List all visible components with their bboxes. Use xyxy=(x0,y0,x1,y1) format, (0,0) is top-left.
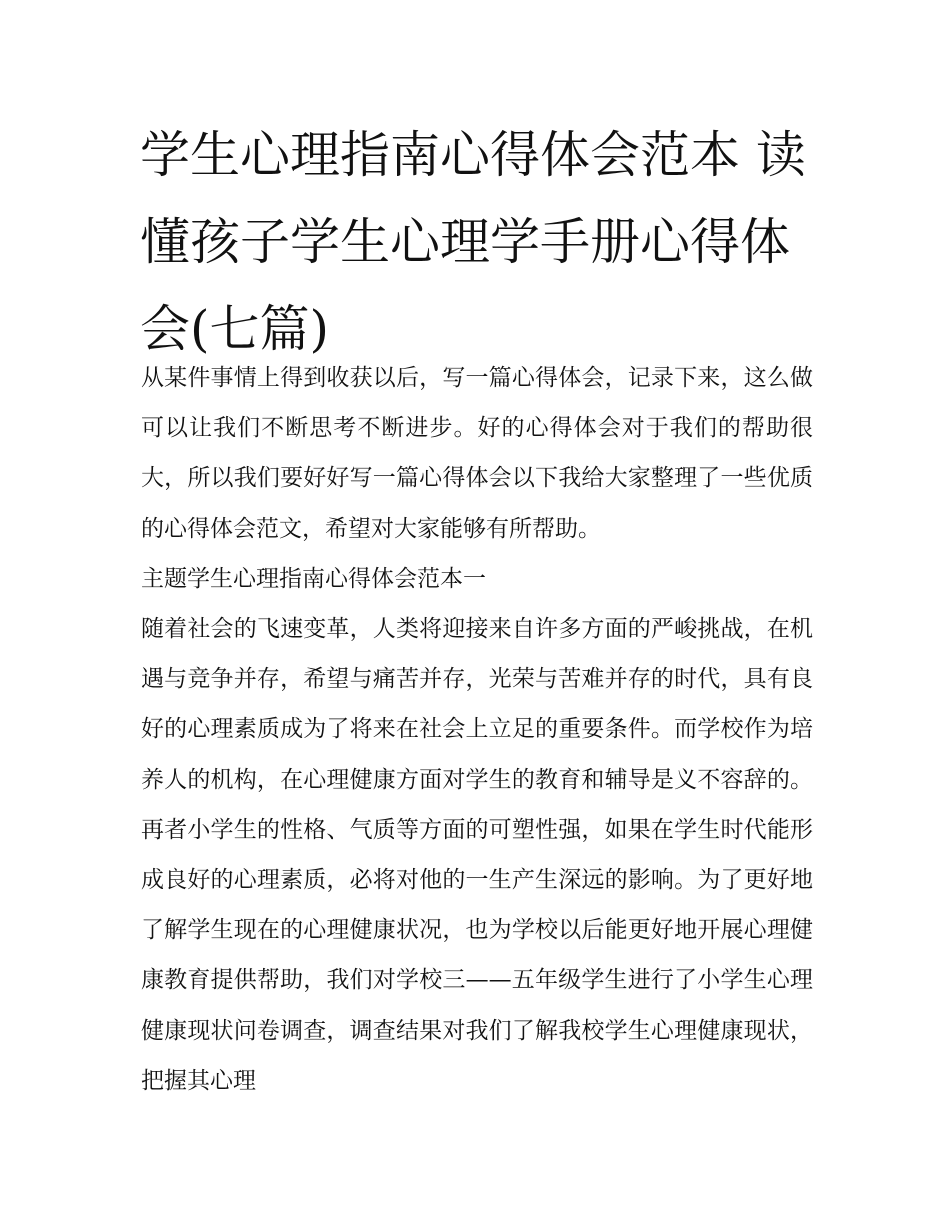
document-body xyxy=(141,353,813,1106)
section-paragraph: 随着社会的飞速变革，人类将迎接来自许多方面的严峻挑战，在机遇与竞争并存，希望与痛苦并存，光荣与苦难并存的时代，具有良好的心理素质成为了将来在社会上立足的重要条件。而学校作为培养人的机构，在心理健康方面对学生的教育和辅导是义不容辞的。再者小学生的性格、气质等方面的可塑性强，如果在学生时代能形成良好的心理素质，必将对他的一生产生深远的影响。为了更好地了解学生现在的心理健康状况，也为学校以后能更好地开展心理健康教育提供帮助，我们对学校三——五年级学生进行了小学生心理健康现状问卷调查，调查结果对我们了解我校学生心理健康现状，把握其心理 xyxy=(141,616,813,1094)
document-title: 学生心理指南心得体会范本 读懂孩子学生心理学手册心得体会(七篇) xyxy=(140,126,806,358)
intro-paragraph: 从某件事情上得到收获以后，写一篇心得体会，记录下来，这么做可以让我们不断思考不断进步。好的心得体会对于我们的帮助很大，所以我们要好好写一篇心得体会以下我给大家整理了一些优质的心得体会范文，希望对大家能够有所帮助。 xyxy=(141,365,813,542)
section-heading: 主题学生心理指南心得体会范本一 xyxy=(141,565,486,592)
